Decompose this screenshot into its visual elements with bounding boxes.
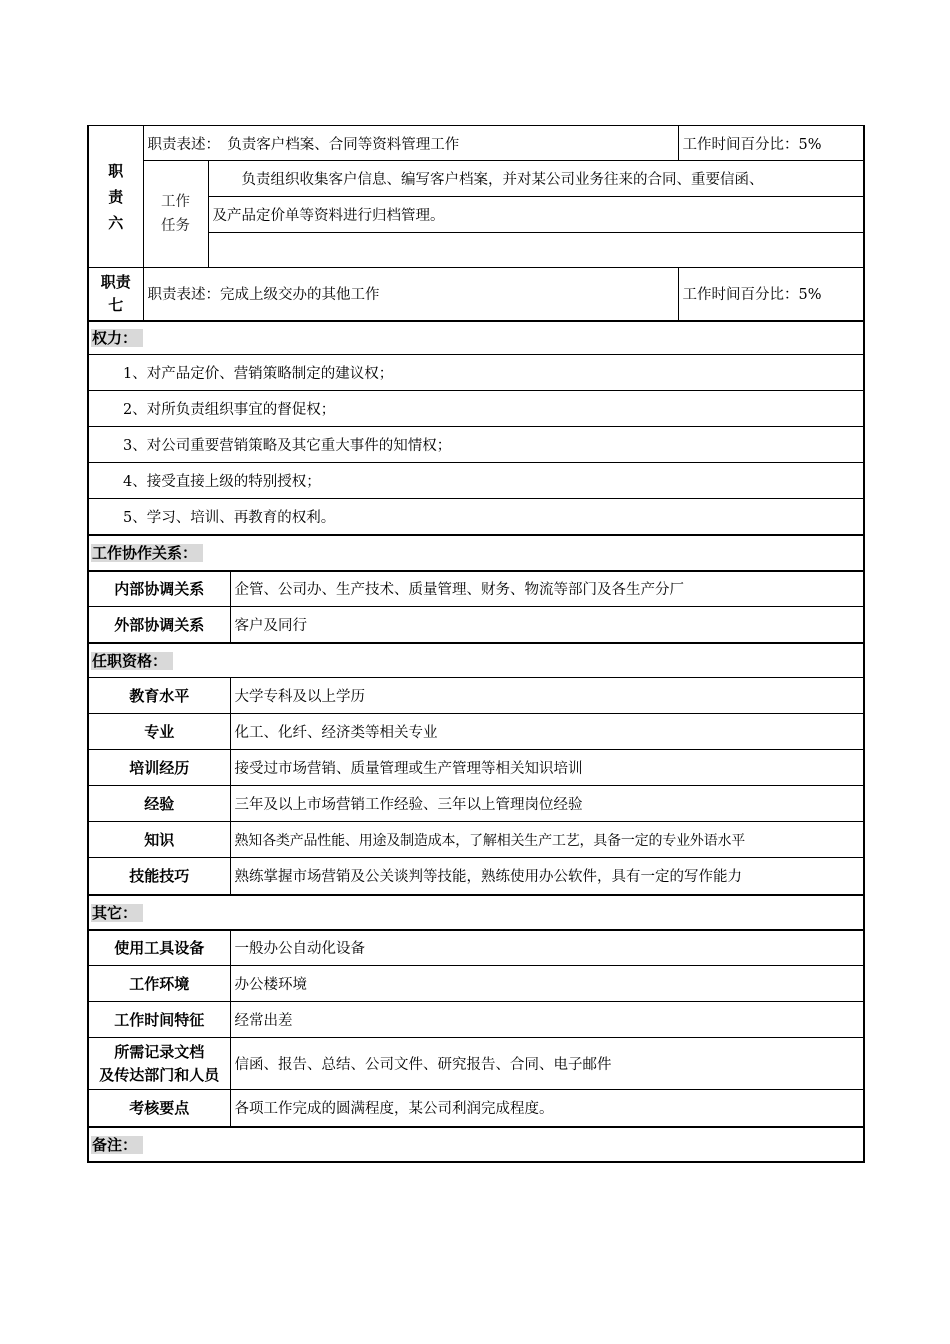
qualification-value: 三年及以上市场营销工作经验、三年以上管理岗位经验: [230, 786, 864, 822]
relation-value: 企管、公司办、生产技术、质量管理、财务、物流等部门及各生产分厂: [230, 571, 864, 607]
qualification-label: 经验: [88, 786, 230, 822]
other-section-header: [88, 895, 864, 930]
relation-label: 内部协调关系: [88, 571, 230, 607]
power-item: 2、对所负责组织事宜的督促权；: [88, 391, 864, 427]
qualification-label: 知识: [88, 822, 230, 858]
other-label: 所需记录文档 及传达部门和人员: [88, 1038, 230, 1090]
power-section-header: [88, 321, 864, 355]
qualification-label: 技能技巧: [88, 858, 230, 895]
remarks-title: 备注：: [91, 1136, 143, 1154]
duty7-label: 职责 七: [88, 268, 143, 321]
other-label: 工作时间特征: [88, 1002, 230, 1038]
other-label: 工作环境: [88, 966, 230, 1002]
relation-value: 客户及同行: [230, 607, 864, 643]
duty6-time-percent: 工作时间百分比：5%: [678, 126, 864, 161]
power-item: 4、接受直接上级的特别授权；: [88, 463, 864, 499]
other-value: 经常出差: [230, 1002, 864, 1038]
other-value: 信函、报告、总结、公司文件、研究报告、合同、电子邮件: [230, 1038, 864, 1090]
relation-label: 外部协调关系: [88, 607, 230, 643]
qualification-label: 教育水平: [88, 678, 230, 714]
other-label: 考核要点: [88, 1090, 230, 1127]
duty7-description: 职责表述：完成上级交办的其他工作: [143, 268, 678, 321]
duty6-task-label: 工作 任务: [143, 161, 208, 268]
qualification-value: 接受过市场营销、质量管理或生产管理等相关知识培训: [230, 750, 864, 786]
duty6-task-line-2: 及产品定价单等资料进行归档管理。: [208, 197, 864, 233]
duty7-time-percent: 工作时间百分比：5%: [678, 268, 864, 321]
duty6-label: 职 责 六: [88, 126, 143, 268]
other-title: 其它：: [91, 904, 143, 922]
qualification-value: 化工、化纤、经济类等相关专业: [230, 714, 864, 750]
duty6-task-line-3: [208, 233, 864, 268]
qualifications-title: 任职资格：: [91, 652, 173, 670]
relations-section-header: [88, 535, 864, 571]
other-value: 一般办公自动化设备: [230, 930, 864, 966]
remarks-section-header: [88, 1127, 864, 1162]
qualification-label: 培训经历: [88, 750, 230, 786]
job-description-document: [87, 125, 863, 1163]
duty6-description: 职责表述： 负责客户档案、合同等资料管理工作: [143, 126, 678, 161]
power-item: 5、学习、培训、再教育的权利。: [88, 499, 864, 535]
relations-title: 工作协作关系：: [91, 544, 203, 562]
qualification-value: 大学专科及以上学历: [230, 678, 864, 714]
qualification-value: 熟知各类产品性能、用途及制造成本，了解相关生产工艺，具备一定的专业外语水平: [230, 822, 864, 858]
qualification-label: 专业: [88, 714, 230, 750]
other-value: 办公楼环境: [230, 966, 864, 1002]
qualification-value: 熟练掌握市场营销及公关谈判等技能，熟练使用办公软件，具有一定的写作能力: [230, 858, 864, 895]
power-item: 1、对产品定价、营销策略制定的建议权；: [88, 355, 864, 391]
power-item: 3、对公司重要营销策略及其它重大事件的知情权；: [88, 427, 864, 463]
duty6-task-line-1: 负责组织收集客户信息、编写客户档案，并对某公司业务往来的合同、重要信函、: [208, 161, 864, 197]
power-title: 权力：: [91, 329, 143, 347]
other-label: 使用工具设备: [88, 930, 230, 966]
qualifications-section-header: [88, 643, 864, 678]
job-description-table: [87, 125, 865, 1163]
other-value: 各项工作完成的圆满程度，某公司利润完成程度。: [230, 1090, 864, 1127]
